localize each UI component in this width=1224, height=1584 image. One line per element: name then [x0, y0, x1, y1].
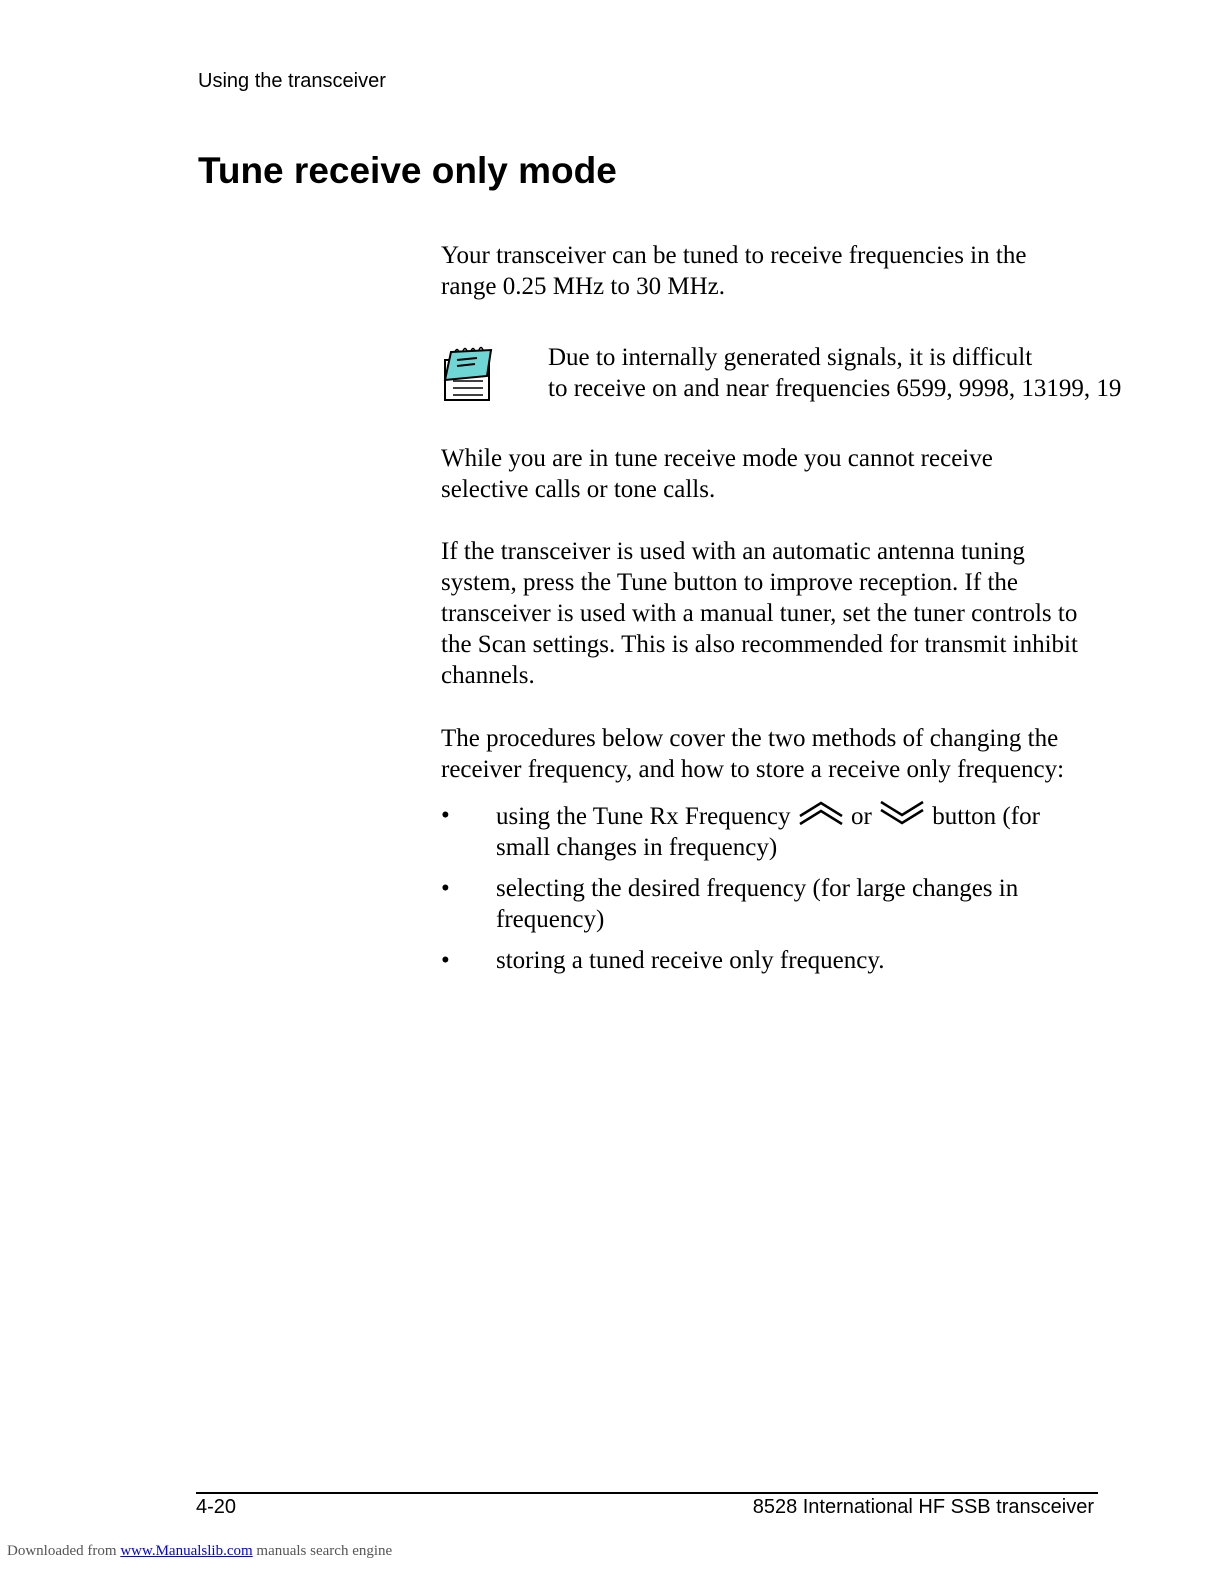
- list-item-text-middle: or: [844, 803, 879, 830]
- running-header: Using the transceiver: [198, 70, 386, 92]
- download-prefix: Downloaded from: [7, 1543, 121, 1559]
- list-item-text-end: button (for small changes in frequency): [496, 803, 1040, 861]
- tuning-paragraph: If the transceiver is used with an automatic antenna tuning system, press the Tune button to improve reception. If the transceiver is used with a manual tuner, set the tuner controls to the Scan settings. This is also recommended for transmit inhibit channels.: [441, 538, 1078, 689]
- note-line-2: to receive on and near frequencies 6599, 9998, 13199, 19: [548, 375, 1122, 402]
- list-item-text: storing a tuned receive only frequency.: [496, 947, 885, 974]
- bullet-marker: •: [441, 875, 450, 902]
- intro-paragraph: Your transceiver can be tuned to receive frequencies in the range 0.25 MHz to 30 MHz.: [441, 242, 1027, 300]
- selective-calls-paragraph: While you are in tune receive mode you cannot receive selective calls or tone calls.: [441, 445, 993, 503]
- list-item: [441, 945, 1111, 976]
- note-text: [548, 342, 1224, 404]
- page-number: 4-20: [196, 1496, 237, 1518]
- download-source-line: [7, 1542, 392, 1560]
- procedures-paragraph: The procedures below cover the two methods of changing the receiver frequency, and how to store a receive only frequency:: [441, 725, 1065, 783]
- page-title: Tune receive only mode: [198, 150, 617, 191]
- footer-product-name: 8528 International HF SSB transceiver: [752, 1496, 1094, 1518]
- bullet-marker: •: [441, 802, 450, 829]
- list-item-text: selecting the desired frequency (for large changes in frequency): [496, 875, 1019, 933]
- list-item-text-start: using the Tune Rx Frequency: [496, 803, 797, 830]
- note-line-1: Due to internally generated signals, it is difficult: [548, 344, 1033, 371]
- download-suffix: manuals search engine: [252, 1543, 393, 1559]
- notepad-icon: [441, 346, 495, 404]
- list-item: [441, 800, 1111, 863]
- chevron-down-double-icon: [878, 800, 926, 826]
- list-item: [441, 873, 1111, 935]
- procedure-list: [441, 800, 1111, 986]
- chevron-up-double-icon: [797, 800, 845, 826]
- bullet-marker: •: [441, 947, 450, 974]
- list-item-text: [496, 800, 1076, 863]
- footer-rule: [196, 1492, 1098, 1494]
- manualslib-link[interactable]: www.Manualslib.com: [120, 1543, 253, 1559]
